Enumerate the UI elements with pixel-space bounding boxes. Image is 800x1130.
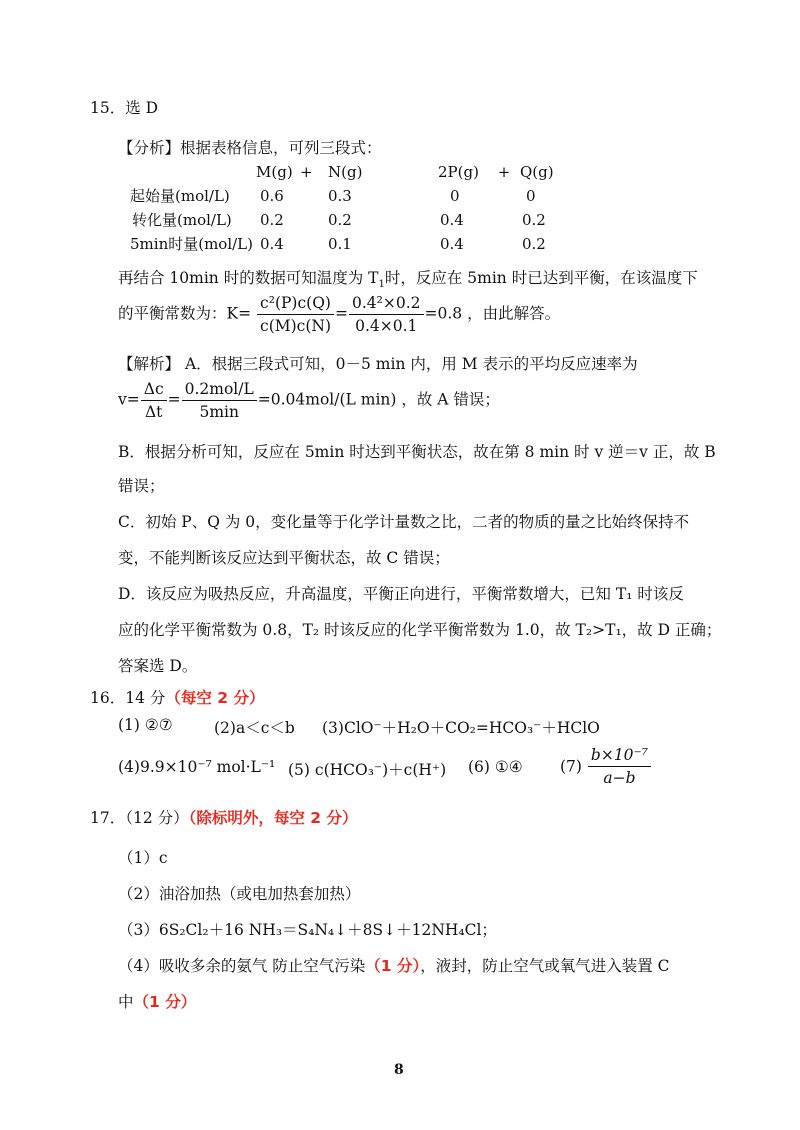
page-number: 8 — [394, 1062, 404, 1078]
species-m: M(g) — [256, 163, 293, 181]
q15-d-line2: 应的化学平衡常数为 0.8，T₂ 时该反应的化学平衡常数为 1.0，故 T₂>T₁，故 D 正确； — [118, 621, 722, 639]
q15-header: 15．选 D — [90, 99, 159, 117]
solution-label: 【解析】 — [118, 355, 181, 373]
q17-answer-2: （2）油浴加热（或电加热套加热） — [118, 885, 361, 903]
q15-solution-a: 【解析】 A．根据三段式可知，0－5 min 内，用 M 表示的平均反应速率为 — [118, 355, 638, 373]
k-fraction-1: $\frac{\text{c²(P)c(Q)}}{c(M)c(N)}$ — [257, 294, 334, 335]
q16-answer-7-fraction: $\frac{\text{b×10⁻⁷}}{a-b}$ — [588, 746, 651, 787]
q15-line-a: 再结合 10min 时的数据可知温度为 $T_1$时，反应在 5min 时已达到平衡，在该温度下 — [118, 269, 698, 291]
q17-header: 17．（12 分） — [90, 809, 189, 827]
v-fraction-1: $\frac{\Delta c}{\Delta t}$ — [141, 380, 167, 421]
q16-header: 16．14 分 — [90, 689, 166, 707]
q16-answer-4: (4)9.9×10⁻⁷ mol·L⁻¹ — [118, 758, 276, 776]
q17-score-note: （除标明外，每空 2 分） — [188, 809, 358, 827]
q15-d-line1: D．该反应为吸热反应，升高温度，平衡正向进行，平衡常数增大，已知 T₁ 时该反 — [118, 585, 684, 603]
q17-answer-4-line2: 中（1 分） — [118, 993, 197, 1011]
q15-c-line1: C．初始 P、Q 为 0，变化量等于化学计量数之比，二者的物质的量之比始终保持不 — [118, 513, 690, 531]
q15-b-line1: B．根据分析可知，反应在 5min 时达到平衡状态，故在第 8 min 时 v 逆＝v 正，故 B — [118, 443, 716, 461]
analysis-intro: 根据表格信息，可列三段式： — [180, 139, 382, 157]
q16-answer-6: (6) ①④ — [468, 758, 523, 776]
q16-answer-5: (5) c(HCO₃⁻)＋c(H⁺) — [288, 761, 447, 779]
table-row: 转化量(mol/L) 0.2 0.2 0.4 0.2 — [132, 211, 546, 229]
rate-formula: v= $\frac{\Delta c}{\Delta t}$ = $\frac{\text{0.2mol/L}}{5\min}$ =0.04mol/(L min) ，故 A 错误； — [118, 380, 500, 421]
q17-answer-1: （1）c — [118, 849, 168, 867]
q16-answer-2: (2)a＜c＜b — [214, 719, 295, 737]
equilibrium-constant-formula: 的平衡常数为：K= $\frac{\text{c²(P)c(Q)}}{c(M)c(N)}$ = $\frac{\text{0.4²×0.2}}{0.4\times 0.1}$ =0.8 ，由此解答。 — [118, 294, 561, 335]
q16-answer-3: (3)ClO⁻＋H₂O＋CO₂=HCO₃⁻＋HClO — [322, 719, 600, 737]
q15-c-line2: 变，不能判断该反应达到平衡状态，故 C 错误； — [118, 549, 450, 567]
species-n: N(g) — [328, 163, 363, 181]
q16-header-line — [90, 686, 264, 708]
q17-answer-4: （4）吸收多余的氨气 防止空气污染（1 分），液封，防止空气或氧气进入装置 C — [118, 957, 670, 975]
three-stage-table — [130, 160, 570, 256]
q15-answer: 答案选 D。 — [118, 657, 198, 675]
q15-b-line2: 错误； — [118, 477, 165, 495]
species-q: Q(g) — [520, 163, 554, 181]
q16-score-note: （每空 2 分） — [165, 689, 265, 707]
q17-score-mark-2: （1 分） — [133, 993, 197, 1011]
q17-score-mark: （1 分） — [365, 957, 421, 975]
v-fraction-2: $\frac{\text{0.2mol/L}}{5\min}$ — [182, 380, 257, 421]
q17-answer-3: （3）6S₂Cl₂＋16 NH₃＝S₄N₄↓＋8S↓＋12NH₄Cl； — [118, 921, 497, 939]
plus-1: + — [300, 163, 313, 181]
species-p: 2P(g) — [438, 163, 479, 181]
q16-answer-1: (1) ②⑦ — [118, 716, 173, 734]
table-row: 起始量(mol/L) 0.6 0.3 0 0 — [130, 187, 536, 205]
q16-answer-7: (7) $\frac{\text{b×10⁻⁷}}{a-b}$ — [560, 746, 652, 787]
plus-2: + — [497, 163, 511, 181]
k-fraction-2: $\frac{\text{0.4²×0.2}}{0.4\times 0.1}$ — [349, 294, 424, 335]
q17-header-line — [90, 806, 357, 828]
q15-analysis-line — [118, 136, 382, 158]
table-row: 5min时量(mol/L) 0.4 0.1 0.4 0.2 — [130, 235, 546, 253]
analysis-label: 【分析】 — [118, 139, 181, 157]
